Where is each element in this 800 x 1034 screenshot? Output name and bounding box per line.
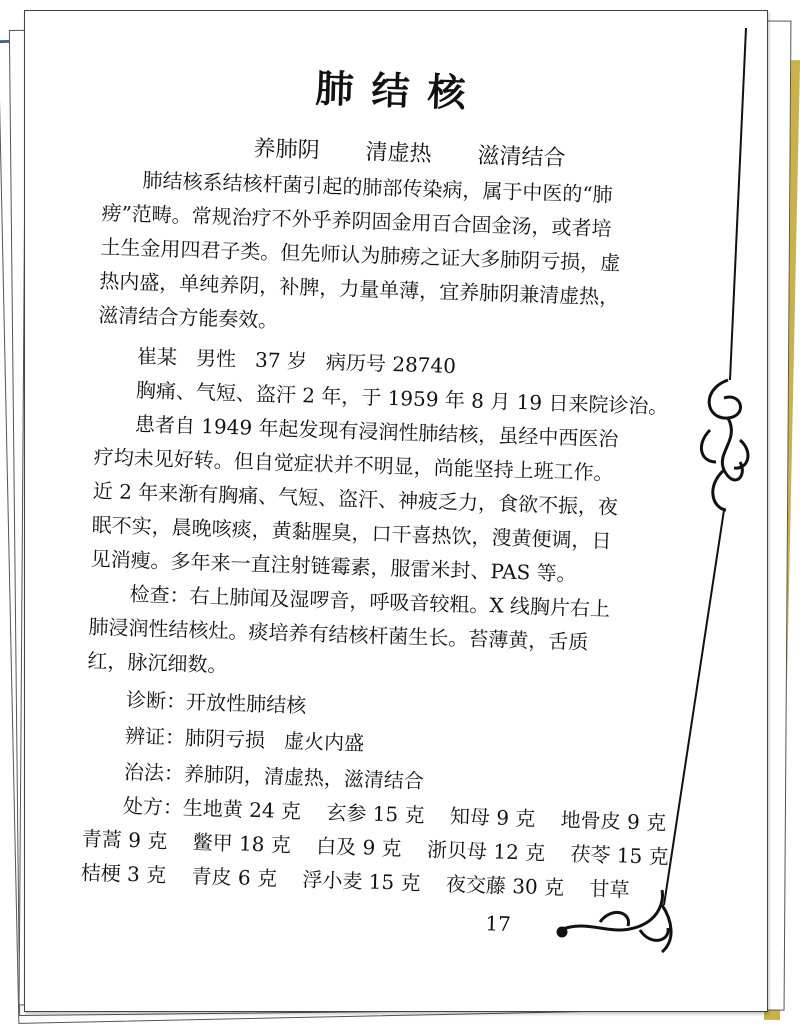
history-line: 见消瘦。多年来一直注射链霉素，服雷米封、PAS 等。 [90,546,577,586]
scroll-ornament-right [701,380,748,510]
intro-line: 滋清结合方能奏效。 [97,302,279,333]
history-line: 患者自 1949 年起发现有浸润性肺结核，虽经中西医治 [134,411,619,452]
history-line: 近 2 年来渐有胸痛、气短、盗汗、神疲乏力，食欲不振，夜 [92,478,619,520]
page-number: 17 [485,911,512,936]
intro-line: 热内盛，单纯养阴，补脾，力量单薄，宜养肺阴兼清虚热， [99,268,620,310]
intro-line: 土生金用四君子类。但先师认为肺痨之证大多肺阴亏损，虚 [100,234,621,276]
exam-line: 肺浸润性结核灶。痰培养有结核杆菌生长。苔薄黄，舌质 [88,614,589,655]
prescription-line: 青蒿 9 克 鳖甲 18 克 白及 9 克 浙贝母 12 克 茯苓 15 克 [81,826,670,869]
page-title: 肺结核 [314,65,485,116]
treatment-method: 治法：养肺阴，清虚热，滋清结合 [123,759,425,794]
section-subtitle: 养肺阴 清虚热 滋清结合 [253,136,566,172]
diagnosis: 诊断：开放性肺结核 [125,687,307,718]
chief-complaint: 胸痛、气短、盗汗 2 年，于 1959 年 8 月 19 日来院诊治。 [135,377,669,419]
intro-line: 肺结核系结核杆菌引起的肺部传染病，属于中医的“肺 [142,168,613,207]
exam-line: 检查：右上肺闻及湿啰音，呼吸音较粗。X 线胸片右上 [129,581,611,621]
flourish-ornament-bottom [558,890,671,952]
prescription-line: 桔梗 3 克 青皮 6 克 浮小麦 15 克 夜交藤 30 克 甘草 [80,860,630,902]
intro-line: 痨”范畴。常规治疗不外乎养阴固金用百合固金汤，或者培 [101,200,612,241]
syndrome-differentiation: 辨证：肺阴亏损 虚火内盛 [124,723,365,756]
exam-line: 红，脉沉细数。 [87,648,228,677]
patient-info: 崔某 男性 37 岁 病历号 28740 [136,343,457,378]
history-line: 眠不实，晨晚咳痰，黄黏腥臭，口干喜热饮，溲黄便调，日 [91,512,612,553]
prescription-line: 处方：生地黄 24 克 玄参 15 克 知母 9 克 地骨皮 9 克 [122,793,667,835]
history-line: 疗均未见好转。但自觉症状并不明显，尚能坚持上班工作。 [93,444,615,485]
